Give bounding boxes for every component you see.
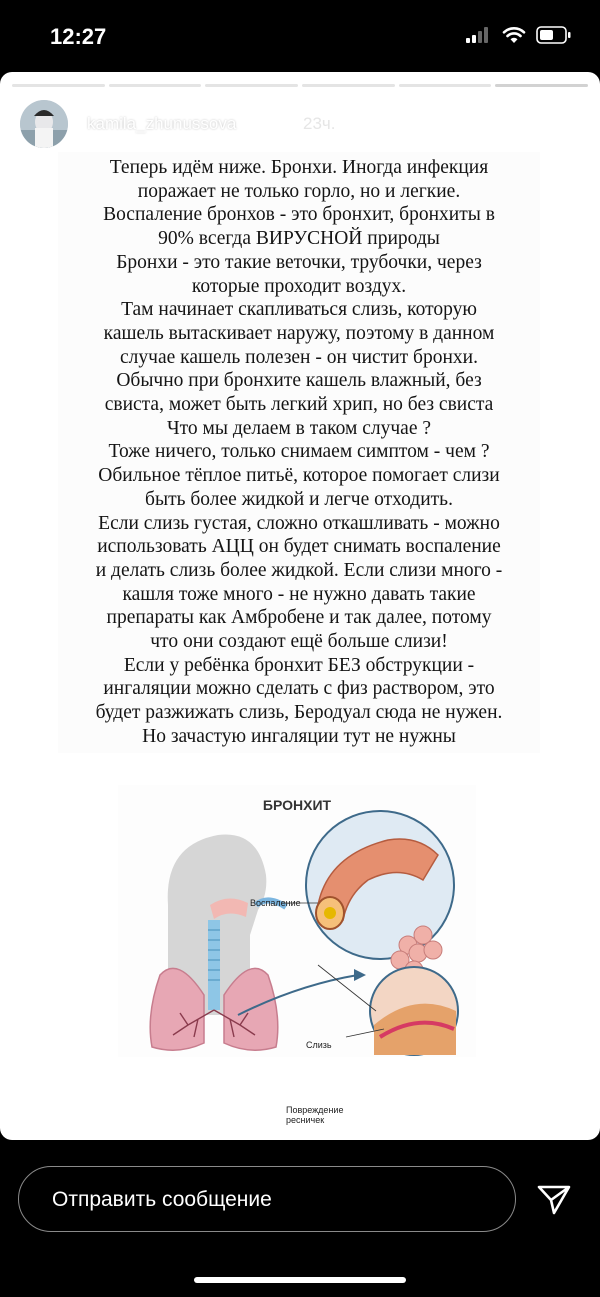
story-text-line: Но зачастую ингаляции тут не нужны [142,725,456,747]
progress-segment [109,84,202,87]
label-damage-line: ресничек [286,1115,325,1125]
progress-segment [302,84,395,87]
label-mucus: Слизь [306,1040,332,1050]
story-card[interactable] [0,72,600,1140]
story-text-line: и делать слизь более жидкой. Если слизи много - [95,559,503,581]
label-damage [286,1105,343,1125]
progress-segment [399,84,492,87]
status-icons [466,26,572,44]
label-inflammation: Воспаление [250,898,301,908]
message-input[interactable] [18,1166,516,1232]
status-time: 12:27 [50,24,107,49]
signal-icon [466,27,492,43]
progress-segment [205,84,298,87]
story-text-line: поражает не только горло, но и легкие. [137,180,461,202]
story-text-line: Теперь идём ниже. Бронхи. Иногда инфекция [109,157,489,178]
more-icon[interactable] [500,110,530,134]
story-text-line: 90% всегда ВИРУСНОЙ природы [158,228,440,250]
progress-segment [495,84,588,87]
story-text [58,152,540,753]
story-text-line: Воспаление бронхов - это бронхит, бронхиты в [103,204,495,226]
story-text-line: которые проходит воздух. [191,275,407,297]
story-text-line: использовать АЦЦ он будет снимать воспаление [97,536,501,558]
story-text-line: Если у ребёнка бронхит БЕЗ обструкции - [123,654,475,676]
story-progress-bar [12,84,588,87]
story-header [20,100,580,150]
bronchitis-illustration [118,785,476,1125]
figure-title: БРОНХИТ [262,797,332,813]
story-text-line: Обильное тёплое питьё, которое помогает слизи [98,465,500,487]
close-icon[interactable] [556,106,590,140]
label-damage-line: Повреждение [286,1105,344,1115]
home-indicator[interactable] [194,1277,406,1283]
story-username[interactable]: kamila_zhunussova [87,114,237,133]
message-input-placeholder: Отправить сообщение [52,1188,272,1211]
story-text-line: Там начинает скапливаться слизь, которую [121,299,477,321]
story-text-line: Бронхи - это такие веточки, трубочки, через [116,251,482,273]
story-text-line: случае кашель полезен - он чистит бронхи. [120,346,478,368]
reply-bar [0,1140,600,1297]
story-text-line: будет разжижать слизь, Беродуал сюда не нужен. [95,702,503,724]
story-time-ago: 23ч. [303,114,336,133]
story-text-line: быть более жидкой и легче отходить. [145,488,453,510]
story-text-line: Обычно при бронхите кашель влажный, без [116,370,482,392]
wifi-icon [502,26,526,44]
battery-icon [536,26,572,44]
avatar[interactable] [20,100,68,148]
story-text-line: Если слизь густая, сложно откашливать - можно [98,512,500,534]
story-text-line: препараты как Амбробене и так далее, потому [106,607,492,629]
avatar-image [20,100,68,148]
story-text-line: свиста, может быть легкий хрип, но без свиста [104,394,494,416]
story-text-line: Тоже ничего, только снимаем симптом - чем ? [108,441,490,463]
send-icon[interactable] [536,1184,572,1216]
bronchitis-diagram [118,785,476,1057]
story-text-line: кашель вытаскивает наружу, поэтому в данном [103,322,495,344]
story-text-line: что они создают ещё больше слизи! [150,631,448,653]
story-text-line: ингаляции можно сделать с физ раствором, это [103,678,495,700]
story-text-line: Что мы делаем в таком случае ? [166,417,432,439]
story-text-line: кашля тоже много - не нужно давать такие [122,583,476,605]
progress-segment [12,84,105,87]
status-bar [0,0,600,72]
